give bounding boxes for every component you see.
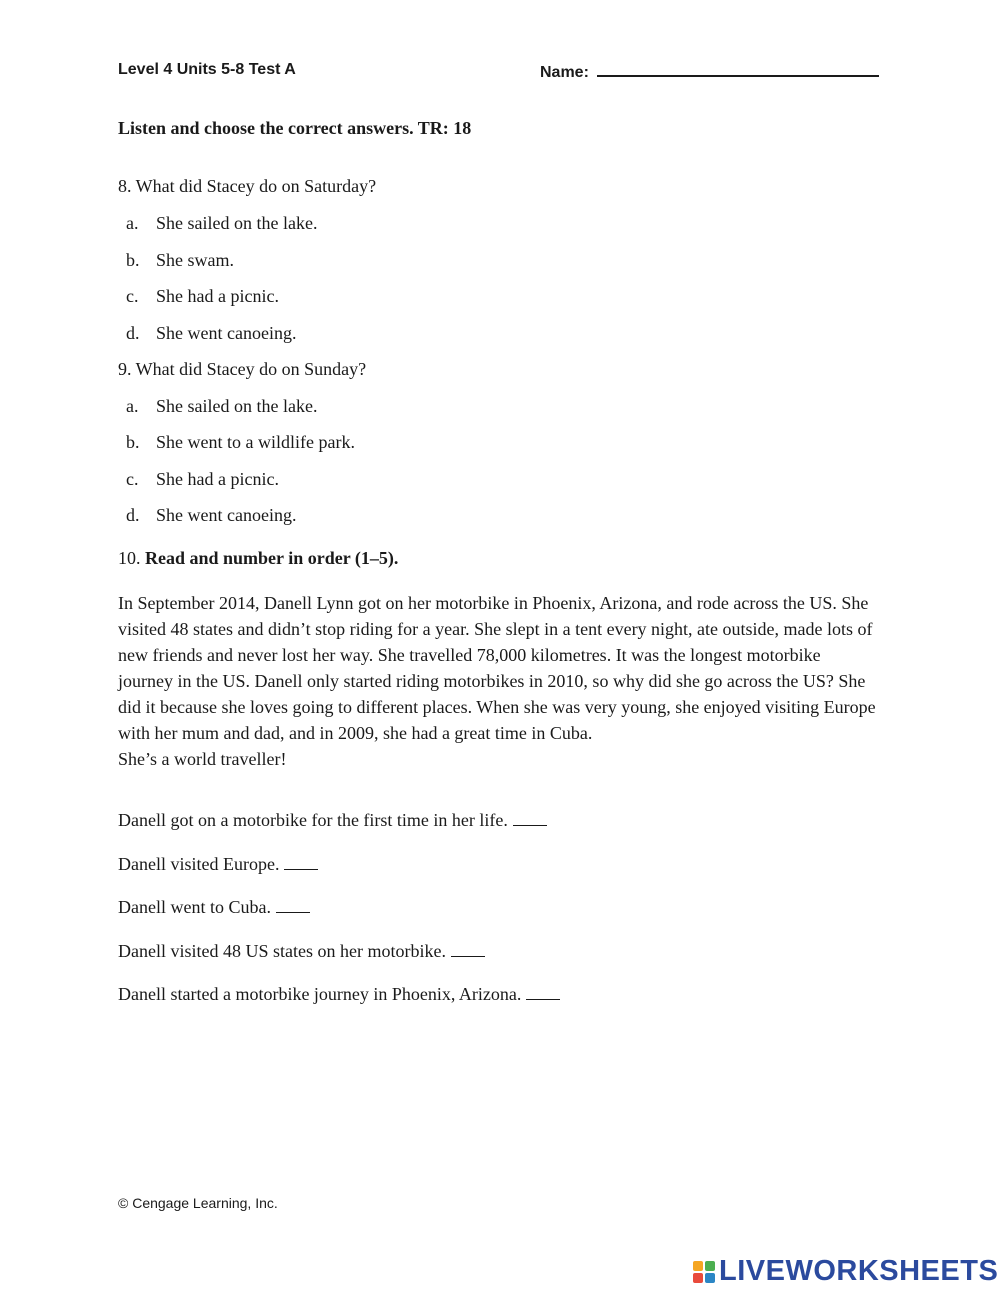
q9-option-a[interactable] — [126, 396, 317, 417]
name-field[interactable] — [540, 61, 879, 82]
order-statement-3 — [118, 897, 310, 918]
statement-text: Danell went to Cuba. — [118, 897, 271, 917]
brand-name: LIVEWORKSHEETS — [719, 1255, 999, 1287]
statement-text: Danell started a motorbike journey in Phoenix, Arizona. — [118, 984, 522, 1004]
order-statement-1 — [118, 810, 547, 831]
passage-body: In September 2014, Danell Lynn got on her motorbike in Phoenix, Arizona, and rode across the US. She visited 48 states and didn’t stop riding for a year. She slept in a tent every night, ate outside, made lots of new friends and never lost her way. She travelled 78,000 kilometres. It was the longest motorbike journey in the US. Danell only started riding motorbikes in 2010, so why did she go across the US? She did it because she loves going to different places. When she was very young, she enjoyed visiting Europe with her mum and dad, and in 2009, she had a great time in Cuba. — [118, 593, 876, 743]
section-title: Listen and choose the correct answers. TR: 18 — [118, 118, 472, 138]
option-letter: c. — [126, 469, 139, 489]
question-8: 8. What did Stacey do on Saturday? — [118, 176, 377, 196]
option-letter: a. — [126, 213, 139, 233]
option-text: She went to a wildlife park. — [156, 432, 355, 452]
passage-end: She’s a world traveller! — [118, 749, 287, 769]
q9-option-d[interactable] — [126, 505, 296, 526]
copyright: © Cengage Learning, Inc. — [118, 1195, 278, 1211]
name-input-line[interactable] — [597, 61, 879, 77]
name-label: Name: — [540, 64, 589, 81]
order-statement-4 — [118, 941, 485, 962]
question-9: 9. What did Stacey do on Sunday? — [118, 359, 367, 379]
option-letter: a. — [126, 396, 139, 416]
answer-blank[interactable] — [526, 985, 560, 1000]
option-letter: b. — [126, 250, 140, 270]
task-10-title: Read and number in order (1–5). — [145, 548, 399, 568]
option-text: She went canoeing. — [156, 505, 297, 525]
q8-option-b[interactable] — [126, 250, 234, 271]
option-text: She swam. — [156, 250, 234, 270]
q9-option-c[interactable] — [126, 469, 279, 490]
answer-blank[interactable] — [451, 942, 485, 957]
q8-option-c[interactable] — [126, 286, 279, 307]
reading-passage — [118, 590, 878, 772]
answer-blank[interactable] — [284, 855, 318, 870]
option-text: She had a picnic. — [156, 469, 279, 489]
q9-option-b[interactable] — [126, 432, 355, 453]
q8-option-a[interactable] — [126, 213, 317, 234]
answer-blank[interactable] — [513, 811, 547, 826]
statement-text: Danell visited Europe. — [118, 854, 280, 874]
statement-text: Danell got on a motorbike for the first time in her life. — [118, 810, 508, 830]
order-statement-5 — [118, 984, 560, 1005]
q8-option-d[interactable] — [126, 323, 296, 344]
option-text: She sailed on the lake. — [156, 213, 318, 233]
logo-icon — [693, 1261, 715, 1283]
option-letter: b. — [126, 432, 140, 452]
option-letter: c. — [126, 286, 139, 306]
option-letter: d. — [126, 505, 140, 525]
option-text: She sailed on the lake. — [156, 396, 318, 416]
liveworksheets-logo — [693, 1255, 998, 1288]
option-letter: d. — [126, 323, 140, 343]
answer-blank[interactable] — [276, 898, 310, 913]
option-text: She went canoeing. — [156, 323, 297, 343]
order-statement-2 — [118, 854, 318, 875]
statement-text: Danell visited 48 US states on her motorbike. — [118, 941, 446, 961]
option-text: She had a picnic. — [156, 286, 279, 306]
task-10-heading — [118, 548, 398, 569]
task-10-number: 10. — [118, 548, 141, 568]
test-title: Level 4 Units 5-8 Test A — [118, 61, 296, 78]
